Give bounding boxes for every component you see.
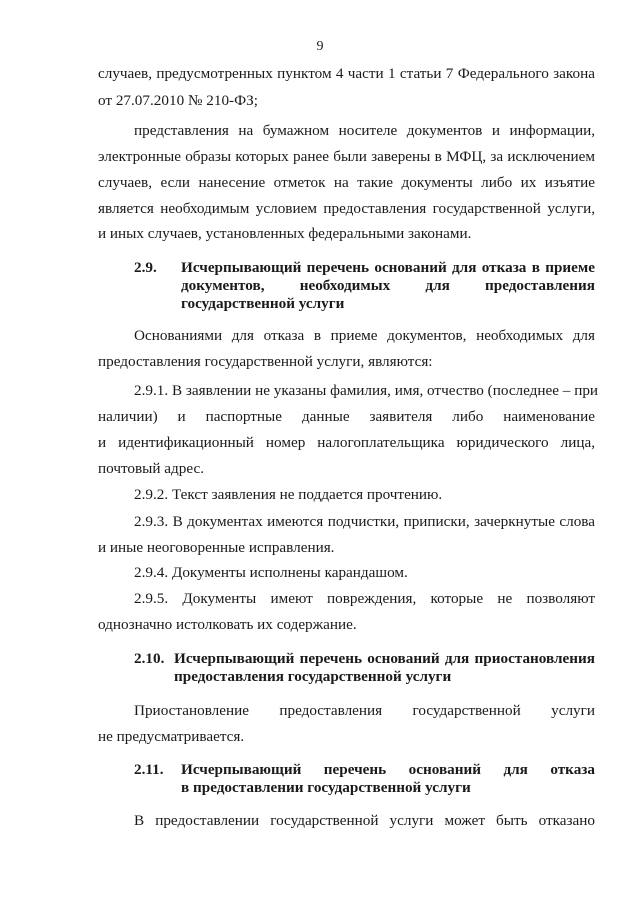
paragraph-line: предоставления государственной услуги, являются: [98, 353, 433, 370]
section-heading: предоставления государственной услуги [174, 668, 452, 685]
section-number: 2.11. [134, 761, 164, 778]
paragraph-line: представления на бумажном носителе документов и информации, [134, 122, 595, 139]
paragraph-line: почтовый адрес. [98, 460, 205, 477]
paragraph-line: В предоставлении государственной услуги может быть отказано [134, 812, 595, 829]
section-heading: государственной услуги [181, 295, 345, 312]
section-heading: документов, необходимых для предоставления [181, 277, 595, 294]
paragraph-line: не предусматривается. [98, 728, 245, 745]
section-heading: Исчерпывающий перечень оснований для приостановления [174, 650, 595, 667]
paragraph-line: однозначно истолковать их содержание. [98, 616, 357, 633]
paragraph-line: 2.9.2. Текст заявления не поддается прочтению. [134, 486, 443, 503]
page-number: 9 [316, 39, 324, 54]
paragraph-line: является необходимым условием предоставления государственной услуги, [98, 200, 595, 217]
paragraph-line: и идентификационный номер налогоплательщика юридического лица, [98, 434, 595, 451]
paragraph-line: и иные неоговоренные исправления. [98, 539, 335, 556]
paragraph-line: 2.9.3. В документах имеются подчистки, приписки, зачеркнутые слова [134, 513, 595, 530]
paragraph-line: Приостановление предоставления государственной услуги [134, 702, 595, 719]
paragraph-line: 2.9.1. В заявлении не указаны фамилия, имя, отчество (последнее – при [134, 382, 599, 399]
paragraph-line: от 27.07.2010 № 210-ФЗ; [98, 92, 258, 109]
paragraph-line: и иных случаев, установленных федеральными законами. [98, 225, 472, 242]
paragraph-line: наличии) и паспортные данные заявителя либо наименование [98, 408, 595, 425]
paragraph-line: Основаниями для отказа в приеме документов, необходимых для [134, 327, 595, 344]
paragraph-line: случаев, если нанесение отметок на такие документы либо их изъятие [98, 174, 595, 191]
paragraph-line: 2.9.5. Документы имеют повреждения, которые не позволяют [134, 590, 595, 607]
paragraph-line: случаев, предусмотренных пунктом 4 части 1 статьи 7 Федерального закона [98, 65, 595, 82]
section-heading: Исчерпывающий перечень оснований для отказа [181, 761, 595, 778]
paragraph-line: 2.9.4. Документы исполнены карандашом. [134, 564, 408, 581]
paragraph-line: электронные образы которых ранее были заверены в МФЦ, за исключением [98, 148, 595, 165]
section-heading: Исчерпывающий перечень оснований для отказа в приеме [181, 259, 595, 276]
section-number: 2.9. [134, 259, 157, 276]
section-number: 2.10. [134, 650, 165, 667]
section-heading: в предоставлении государственной услуги [181, 779, 471, 796]
